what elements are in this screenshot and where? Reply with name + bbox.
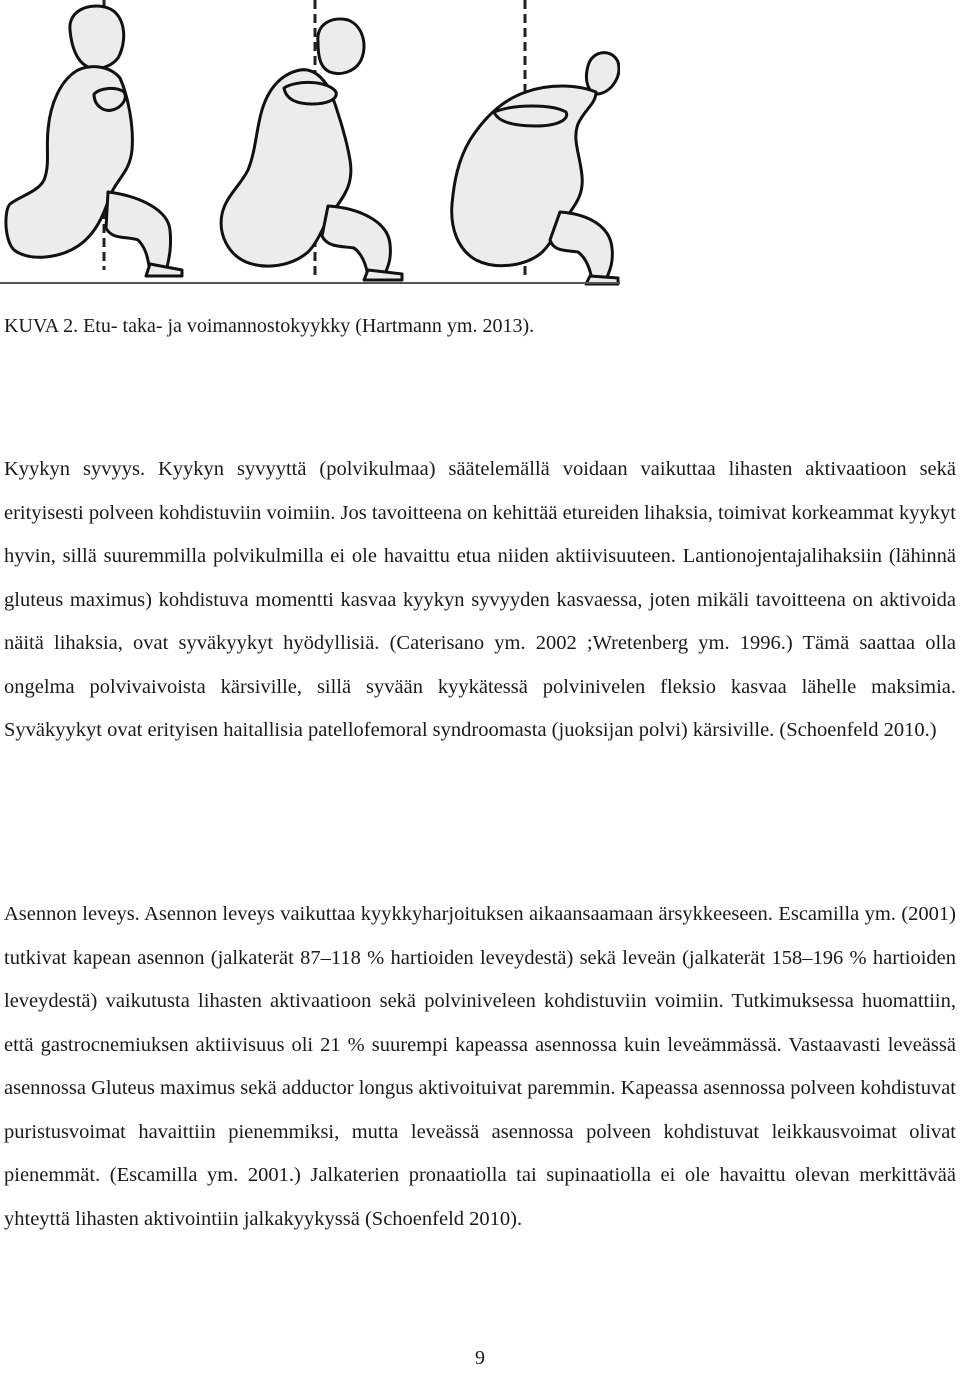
squat-figure	[0, 0, 620, 290]
paragraph-stance-width: Asennon leveys. Asennon leveys vaikuttaa kyykkyharjoituksen aikaansaamaan ärsykkeeseen. Escamilla ym. (2001) tutkivat kapean asennon (jalkaterät 87–118 % hartioiden leveydestä) sekä leveän (jalkaterät 158–196 % hartioiden leveydestä) vaikutusta lihasten aktivaatioon sekä polviniveleen kohdistuviin voimiin. Tutkimuksessa huomattiin, että gastrocnemiuksen aktiivisuus oli 21 % suurempi kapeassa asennossa kuin leveämmässä. Vastaavasti leveässä asennossa Gluteus maximus sekä adductor longus aktivoituivat paremmin. Kapeassa asennossa polveen kohdistuvat puristusvoimat havaittiin pienemmiksi, mutta leveässä asennossa polveen kohdistuvat leikkausvoimat olivat pienemmät. (Escamilla ym. 2001.) Jalkaterien pronaatiolla tai supinaatiolla ei ole havaittu olevan merkittävää yhteyttä lihasten aktivointiin jalkakyykyssä (Schoenfeld 2010).	[4, 903, 956, 1230]
page-number: 9	[475, 1347, 485, 1369]
paragraph-squat-depth: Kyykyn syvyys. Kyykyn syvyyttä (polvikulmaa) säätelemällä voidaan vaikuttaa lihasten aktivaatioon sekä erityisesti polveen kohdistuviin voimiin. Jos tavoitteena on kehittää etureiden lihaksia, toimivat korkeammat kyykyt hyvin, sillä suuremmilla polvikulmilla ei ole havaittu etua niiden aktiivisuuteen. Lantionojentajalihaksiin (lähinnä gluteus maximus) kohdistuva momentti kasvaa kyykyn syvyyden kasvaessa, joten mikäli tavoitteena on aktivoida näitä lihaksia, ovat syväkyykyt hyödyllisiä. (Caterisano ym. 2002 ;Wretenberg ym. 1996.) Tämä saattaa olla ongelma polvivaivoista kärsiville, sillä syvään kyykätessä polvinivelen fleksio kasvaa lähelle maksimia. Syväkyykyt ovat erityisen haitallisia patellofemoral syndroomasta (juoksijan polvi) kärsiville. (Schoenfeld 2010.)	[4, 458, 956, 741]
front-squat-figure-icon	[6, 6, 182, 276]
powerlifting-squat-figure-icon	[452, 53, 619, 284]
back-squat-figure-icon	[221, 19, 402, 280]
figure-caption: KUVA 2. Etu- taka- ja voimannostokyykky (Hartmann ym. 2013).	[4, 315, 535, 337]
